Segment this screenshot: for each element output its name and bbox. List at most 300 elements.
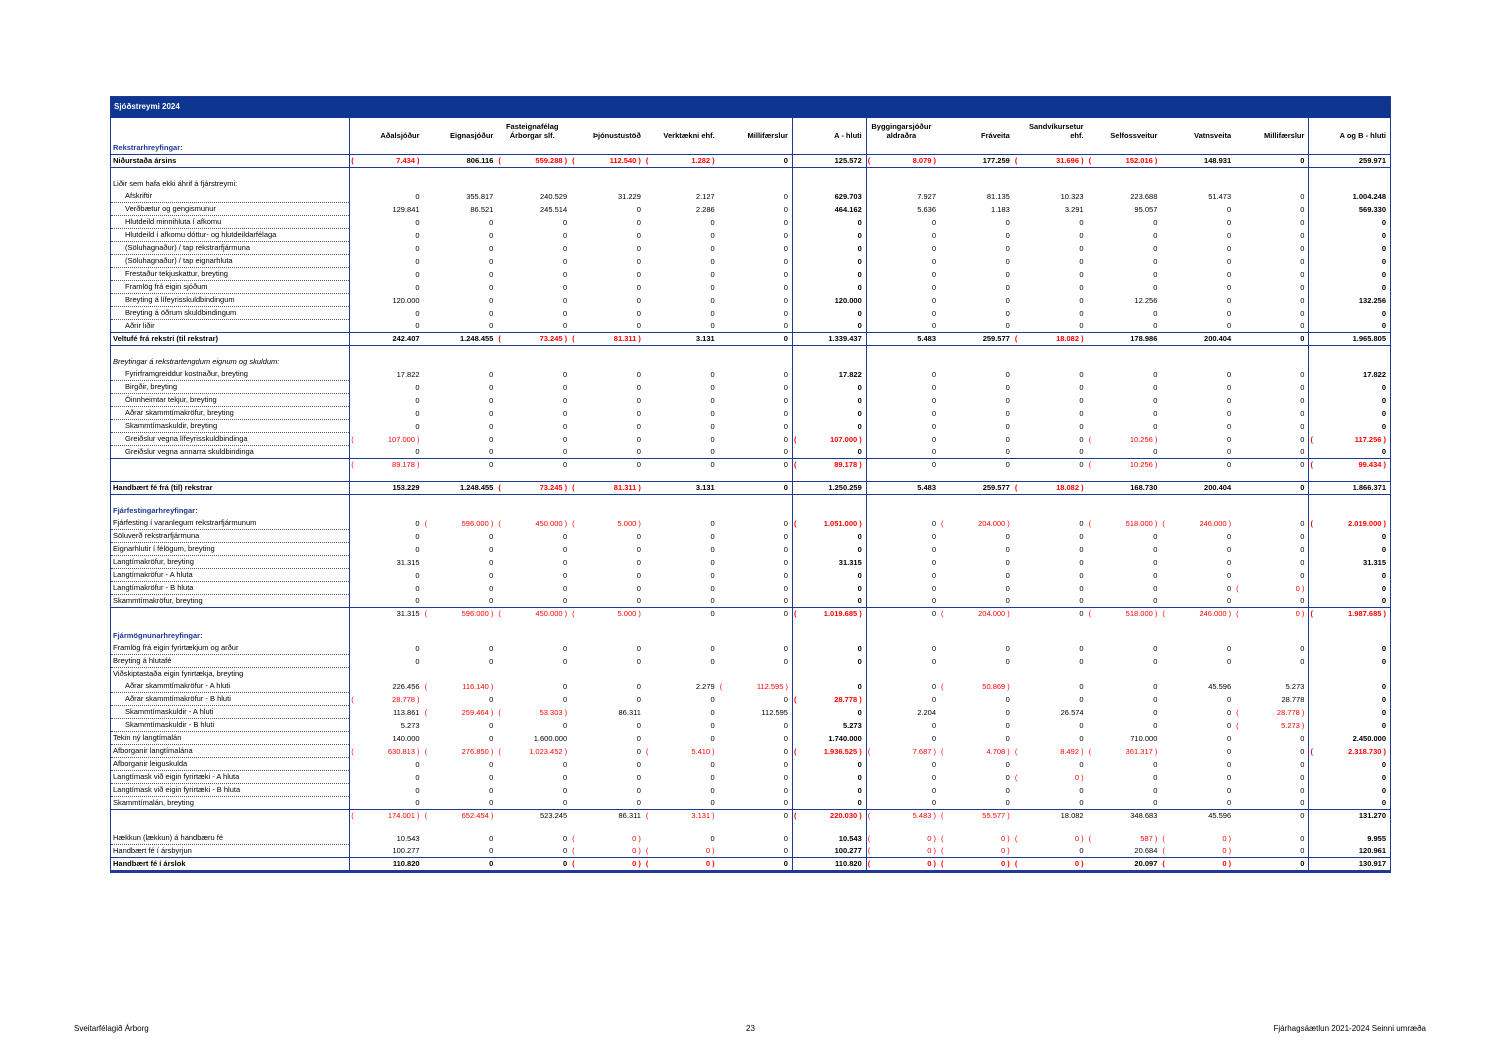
value-cell: ( 89.178 ) [792, 459, 866, 472]
value-cell: 0 [1153, 707, 1158, 717]
value-cell: 0 [415, 656, 420, 666]
value-cell [1161, 142, 1235, 155]
value-cell [1161, 346, 1235, 357]
value-cell: 0 [1079, 531, 1084, 541]
column-header: Fasteignafélag Árborgar slf. [505, 122, 559, 140]
value-cell [571, 168, 645, 179]
value-cell: 0 [489, 243, 494, 253]
value-cell: 0 [415, 243, 420, 253]
value-cell: ( 596.000 ) [424, 517, 498, 530]
value-cell: 0 [562, 321, 568, 330]
value-cell: 0 [719, 155, 793, 168]
value-cell [1014, 505, 1088, 517]
value-cell: 0 [562, 798, 568, 807]
value-cell: 0 [710, 269, 715, 279]
value-cell: 0 [931, 321, 937, 330]
value-cell: 0 [1079, 282, 1084, 292]
value-cell: 0 [1235, 320, 1309, 333]
row-label: Aðrar skammtímakröfur, breyting [111, 407, 350, 420]
value-cell: 0 [1153, 531, 1158, 541]
value-cell: 17.822 [792, 368, 866, 381]
value-cell: 0 [562, 643, 568, 653]
row-label: Breyting á öðrum skuldbindingum [111, 307, 350, 320]
value-cell: 0 [710, 321, 715, 330]
value-cell: 0 [719, 517, 793, 530]
value-cell [424, 822, 498, 832]
value-cell: ( 587 ) [1088, 832, 1162, 845]
value-cell: 20.097 [1088, 858, 1162, 872]
value-cell: 0 [710, 759, 715, 769]
value-cell [424, 630, 498, 642]
value-cell: 0 [1226, 720, 1232, 730]
value-cell: 0 [1235, 333, 1309, 346]
value-cell: ( 28.778 ) [792, 693, 866, 706]
value-cell: 0 [424, 459, 498, 472]
value-cell: 0 [415, 643, 420, 653]
value-cell: 0 [1153, 596, 1158, 605]
value-cell [571, 505, 645, 517]
value-cell: 0 [562, 269, 568, 279]
value-cell: 0 [636, 785, 641, 795]
value-cell: 355.817 [466, 191, 494, 201]
value-cell: 0 [489, 308, 494, 318]
value-cell: ( 107.000 ) [792, 433, 866, 446]
value-cell: 0 [415, 191, 420, 201]
value-cell [1014, 346, 1088, 357]
value-cell: 0 [636, 733, 641, 743]
value-cell: ( 596.000 ) [424, 608, 498, 621]
value-cell: 0 [719, 845, 793, 858]
value-cell: 0 [1005, 447, 1010, 456]
value-cell [1088, 178, 1162, 190]
table-row [111, 832, 1390, 845]
value-cell [719, 142, 793, 155]
value-cell [1014, 495, 1088, 506]
value-cell: 259.971 [1309, 155, 1390, 168]
value-cell [350, 495, 424, 506]
value-cell: 0 [489, 395, 494, 405]
table-row [111, 482, 1390, 495]
value-cell: 0 [1005, 421, 1010, 431]
value-cell: 0 [710, 656, 715, 666]
value-cell: ( 0 ) [940, 845, 1014, 858]
value-cell: 0 [1005, 720, 1010, 730]
value-cell [1161, 356, 1235, 368]
value-cell: ( 450.000 ) [497, 608, 571, 621]
value-cell [866, 495, 940, 506]
value-cell: 0 [1381, 230, 1386, 240]
row-label: Langtímakröfur - A hluta [111, 569, 350, 582]
table-row [111, 595, 1390, 608]
table-row [111, 630, 1390, 642]
value-cell: 0 [719, 482, 793, 495]
value-cell: 0 [1235, 433, 1309, 446]
value-cell: 0 [562, 421, 568, 431]
value-cell: 0 [489, 798, 494, 807]
table-row [111, 693, 1390, 706]
value-cell [1235, 505, 1309, 517]
value-cell [424, 505, 498, 517]
value-cell: 0 [792, 784, 866, 797]
value-cell: 3.131 [645, 333, 719, 346]
value-cell: 0 [931, 544, 937, 554]
value-cell: 0 [710, 518, 715, 528]
value-cell: ( 99.434 ) [1309, 459, 1390, 472]
value-cell: 153.229 [350, 482, 424, 495]
value-cell: 0 [1005, 798, 1010, 807]
header-label-cell [111, 118, 350, 142]
value-cell: 0 [1153, 217, 1158, 227]
value-cell: ( 0 ) [940, 832, 1014, 845]
cashflow-sheet [110, 96, 1391, 873]
value-cell: 0 [792, 595, 866, 608]
value-cell: 0 [562, 282, 568, 292]
value-cell: 95.057 [1134, 204, 1158, 214]
value-cell: 0 [710, 243, 715, 253]
value-cell: 0 [710, 382, 715, 392]
value-cell: 3.291 [1064, 204, 1084, 214]
value-cell: 0 [1235, 810, 1309, 823]
value-cell [792, 668, 866, 681]
value-cell: 0 [931, 217, 937, 227]
table-row [111, 368, 1390, 381]
table-row [111, 471, 1390, 482]
value-cell: 0 [1381, 269, 1386, 279]
value-cell: 0 [1235, 482, 1309, 495]
value-cell: ( 0 ) [940, 858, 1014, 872]
value-cell: 0 [1005, 282, 1010, 292]
row-label: Birgðir, breyting [111, 381, 350, 394]
value-cell: 0 [1226, 256, 1232, 266]
value-cell: 0 [636, 395, 641, 405]
value-cell: 0 [1079, 434, 1084, 444]
value-cell: 2.450.000 [1352, 733, 1386, 743]
value-cell [1235, 168, 1309, 179]
value-cell: 0 [792, 680, 866, 693]
value-cell: 464.162 [792, 203, 866, 216]
value-cell [350, 356, 424, 368]
value-cell: 0 [489, 759, 494, 769]
value-cell: 0 [1153, 772, 1158, 782]
value-cell: 26.574 [1060, 707, 1084, 717]
value-cell: 0 [1381, 308, 1386, 318]
value-cell: ( 3.131 ) [645, 810, 719, 823]
value-cell: 0 [1226, 785, 1232, 795]
row-label: Breyting á hlutafé [111, 655, 350, 668]
value-cell: 0 [710, 596, 715, 605]
table-row [111, 668, 1390, 681]
row-label: Fjárfestingarhreyfingar: [111, 505, 350, 517]
value-cell: 0 [792, 229, 866, 242]
value-cell [1161, 630, 1235, 642]
value-cell: 0 [792, 655, 866, 668]
value-cell: 1.250.259 [792, 482, 866, 495]
value-cell: 0 [710, 707, 715, 717]
value-cell [792, 505, 866, 517]
value-cell: 0 [1014, 459, 1088, 472]
value-cell: 0 [489, 643, 494, 653]
value-cell: 18.082 [1014, 810, 1088, 823]
value-cell: 0 [1226, 583, 1232, 593]
value-cell: 0 [710, 421, 715, 431]
value-cell: 0 [1079, 369, 1084, 379]
value-cell: 10.543 [396, 833, 420, 843]
row-label: Aðrar skammtímakröfur - B hluti [111, 693, 350, 706]
value-cell: 1.740.000 [792, 732, 866, 745]
value-cell: ( 10.256 ) [1088, 433, 1162, 446]
value-cell: 0 [489, 833, 494, 843]
value-cell [350, 142, 424, 155]
value-cell: 0 [415, 518, 420, 528]
value-cell [866, 630, 940, 642]
value-cell: ( 220.030 ) [792, 810, 866, 823]
value-cell: ( 246.000 ) [1161, 608, 1235, 621]
table-row [111, 178, 1390, 190]
value-cell: 0 [424, 858, 498, 872]
value-cell: ( 361.317 ) [1088, 745, 1162, 758]
row-label: Breyting á lífeyrisskuldbindingum [111, 294, 350, 307]
value-cell: 0 [415, 408, 420, 418]
value-cell: 129.841 [392, 204, 420, 214]
value-cell: 0 [1235, 543, 1309, 556]
row-label: (Söluhagnaður) / tap rekstrarfjármuna [111, 242, 350, 255]
value-cell [1088, 495, 1162, 506]
value-cell: ( 559.288 ) [497, 155, 571, 168]
value-cell: 0 [1226, 321, 1232, 330]
table-row [111, 216, 1390, 229]
value-cell: ( 630.813 ) [350, 745, 424, 758]
value-cell: 0 [489, 596, 494, 605]
value-cell: 0 [710, 583, 715, 593]
value-cell [1309, 505, 1390, 517]
value-cell: 0 [710, 720, 715, 730]
value-cell: 0 [1005, 321, 1010, 330]
value-cell [1235, 142, 1309, 155]
row-label [111, 495, 350, 506]
value-cell: ( 0 ) [571, 845, 645, 858]
value-cell: 0 [562, 217, 568, 227]
value-cell: ( 5.410 ) [645, 745, 719, 758]
value-cell: 0 [489, 434, 494, 444]
value-cell: 0 [489, 656, 494, 666]
value-cell: 0 [1381, 681, 1386, 691]
value-cell: 17.822 [396, 369, 420, 379]
value-cell: 0 [415, 256, 420, 266]
value-cell: 0 [1226, 308, 1232, 318]
value-cell: 31.315 [350, 608, 424, 621]
value-cell: 0 [1079, 230, 1084, 240]
value-cell: 0 [562, 447, 568, 456]
value-cell [1235, 178, 1309, 190]
value-cell [571, 356, 645, 368]
value-cell [497, 471, 571, 482]
value-cell: 0 [719, 407, 793, 420]
value-cell [571, 822, 645, 832]
value-cell [350, 471, 424, 482]
value-cell: 0 [489, 382, 494, 392]
value-cell: 0 [636, 570, 641, 580]
value-cell: 0 [562, 694, 568, 704]
value-cell: 0 [562, 369, 568, 379]
value-cell: 0 [719, 294, 793, 307]
row-label: Hækkun (lækkun) á handbæru fé [111, 832, 350, 845]
value-cell: 0 [489, 282, 494, 292]
value-cell: 0 [931, 269, 937, 279]
value-cell: 0 [636, 643, 641, 653]
value-cell: 0 [1005, 295, 1010, 305]
value-cell [645, 142, 719, 155]
value-cell [1014, 356, 1088, 368]
value-cell: 0 [562, 583, 568, 593]
value-cell: ( 0 ) [1161, 858, 1235, 872]
footer-organization: Sveitarfélagið Árborg [74, 1024, 149, 1033]
value-cell: 0 [719, 268, 793, 281]
value-cell: 0 [1381, 421, 1386, 431]
value-cell: 0 [1079, 217, 1084, 227]
value-cell: 0 [719, 459, 793, 472]
value-cell: ( 0 ) [1014, 771, 1088, 784]
value-cell: 0 [415, 570, 420, 580]
value-cell: 0 [1235, 784, 1309, 797]
value-cell [1309, 178, 1390, 190]
column-header: Eignasjóður [450, 131, 494, 140]
value-cell: 0 [1005, 785, 1010, 795]
footer-document-title: Fjárhagsáætlun 2021-2024 Seinni umræða [1273, 1024, 1426, 1033]
column-header: Verktækni ehf. [663, 131, 715, 140]
value-cell: 5.483 [866, 482, 940, 495]
value-cell: 81.135 [986, 191, 1010, 201]
value-cell: 0 [562, 408, 568, 418]
value-cell: 0 [792, 530, 866, 543]
value-cell: 0 [1226, 656, 1232, 666]
value-cell: 0 [489, 544, 494, 554]
value-cell: ( 0 ) [645, 858, 719, 872]
value-cell: 0 [719, 203, 793, 216]
column-header-row [111, 118, 1390, 142]
value-cell: 0 [562, 544, 568, 554]
value-cell [497, 495, 571, 506]
value-cell: 0 [636, 583, 641, 593]
column-header: Fráveita [981, 131, 1010, 140]
value-cell: 0 [636, 656, 641, 666]
value-cell: 0 [562, 230, 568, 240]
value-cell [645, 356, 719, 368]
value-cell: 0 [792, 797, 866, 810]
value-cell: 0 [931, 295, 937, 305]
value-cell: 0 [710, 733, 715, 743]
table-row [111, 680, 1390, 693]
value-cell: 0 [1235, 858, 1309, 872]
value-cell [1235, 822, 1309, 832]
value-cell [1088, 505, 1162, 517]
value-cell [940, 471, 1014, 482]
value-cell: 0 [562, 557, 568, 567]
value-cell [1309, 822, 1390, 832]
value-cell: 0 [1153, 408, 1158, 418]
column-header: Vatnsveita [1194, 131, 1232, 140]
value-cell [866, 471, 940, 482]
value-cell: 45.596 [1161, 810, 1235, 823]
value-cell: 0 [1079, 656, 1084, 666]
value-cell: 0 [1079, 382, 1084, 392]
value-cell: 0 [710, 544, 715, 554]
value-cell: 0 [719, 420, 793, 433]
value-cell: 0 [1226, 295, 1232, 305]
value-cell: 0 [1226, 733, 1232, 743]
value-cell: 0 [1381, 720, 1386, 730]
value-cell: 0 [636, 295, 641, 305]
value-cell: 0 [562, 846, 568, 855]
row-label: Fjárfesting í varanlegum rekstrarfjármunum [111, 517, 350, 530]
row-label: Veltufé frá rekstri (til rekstrar) [111, 333, 350, 346]
value-cell: 0 [1235, 832, 1309, 845]
row-label: Söluverð rekstrarfjármuna [111, 530, 350, 543]
value-cell: 0 [1005, 408, 1010, 418]
value-cell: 0 [489, 269, 494, 279]
value-cell [424, 346, 498, 357]
value-cell: 0 [636, 772, 641, 782]
value-cell: 0 [792, 420, 866, 433]
value-cell: 0 [1153, 308, 1158, 318]
column-header: A - hluti [792, 118, 866, 142]
value-cell: 0 [710, 369, 715, 379]
value-cell: 0 [792, 255, 866, 268]
value-cell: 131.270 [1309, 810, 1390, 823]
table-row [111, 459, 1390, 472]
value-cell: ( 152.016 ) [1088, 155, 1162, 168]
value-cell [1309, 668, 1390, 681]
row-label: Handbært fé í árslok [111, 858, 350, 872]
value-cell: 0 [1381, 282, 1386, 292]
value-cell: 0 [1079, 321, 1084, 330]
value-cell [719, 168, 793, 179]
value-cell: 0 [489, 772, 494, 782]
value-cell [1161, 620, 1235, 630]
value-cell: ( 0 ) [1161, 845, 1235, 858]
value-cell: 0 [415, 596, 420, 605]
value-cell: 9.955 [1367, 833, 1386, 843]
value-cell: 0 [1153, 694, 1158, 704]
value-cell: 0 [1226, 694, 1232, 704]
value-cell: 0 [719, 530, 793, 543]
value-cell: 0 [1381, 656, 1386, 666]
value-cell [792, 142, 866, 155]
value-cell: 0 [940, 459, 1014, 472]
value-cell: 0 [645, 459, 719, 472]
value-cell: 0 [710, 434, 715, 444]
table-row [111, 346, 1390, 357]
table-row [111, 745, 1390, 758]
value-cell [940, 505, 1014, 517]
value-cell: 86.311 [618, 707, 641, 717]
table-row [111, 333, 1390, 346]
value-cell: 0 [710, 308, 715, 318]
value-cell: 0 [710, 798, 715, 807]
value-cell: 0 [719, 307, 793, 320]
table-row [111, 543, 1390, 556]
value-cell: 523.245 [497, 810, 571, 823]
value-cell: 168.730 [1088, 482, 1162, 495]
value-cell: 31.315 [792, 556, 866, 569]
value-cell: 0 [489, 295, 494, 305]
value-cell: 0 [1226, 707, 1232, 717]
value-cell [866, 168, 940, 179]
value-cell: 0 [1235, 420, 1309, 433]
value-cell [497, 822, 571, 832]
value-cell: 0 [1153, 656, 1158, 666]
value-cell [1309, 630, 1390, 642]
value-cell: 0 [1153, 230, 1158, 240]
